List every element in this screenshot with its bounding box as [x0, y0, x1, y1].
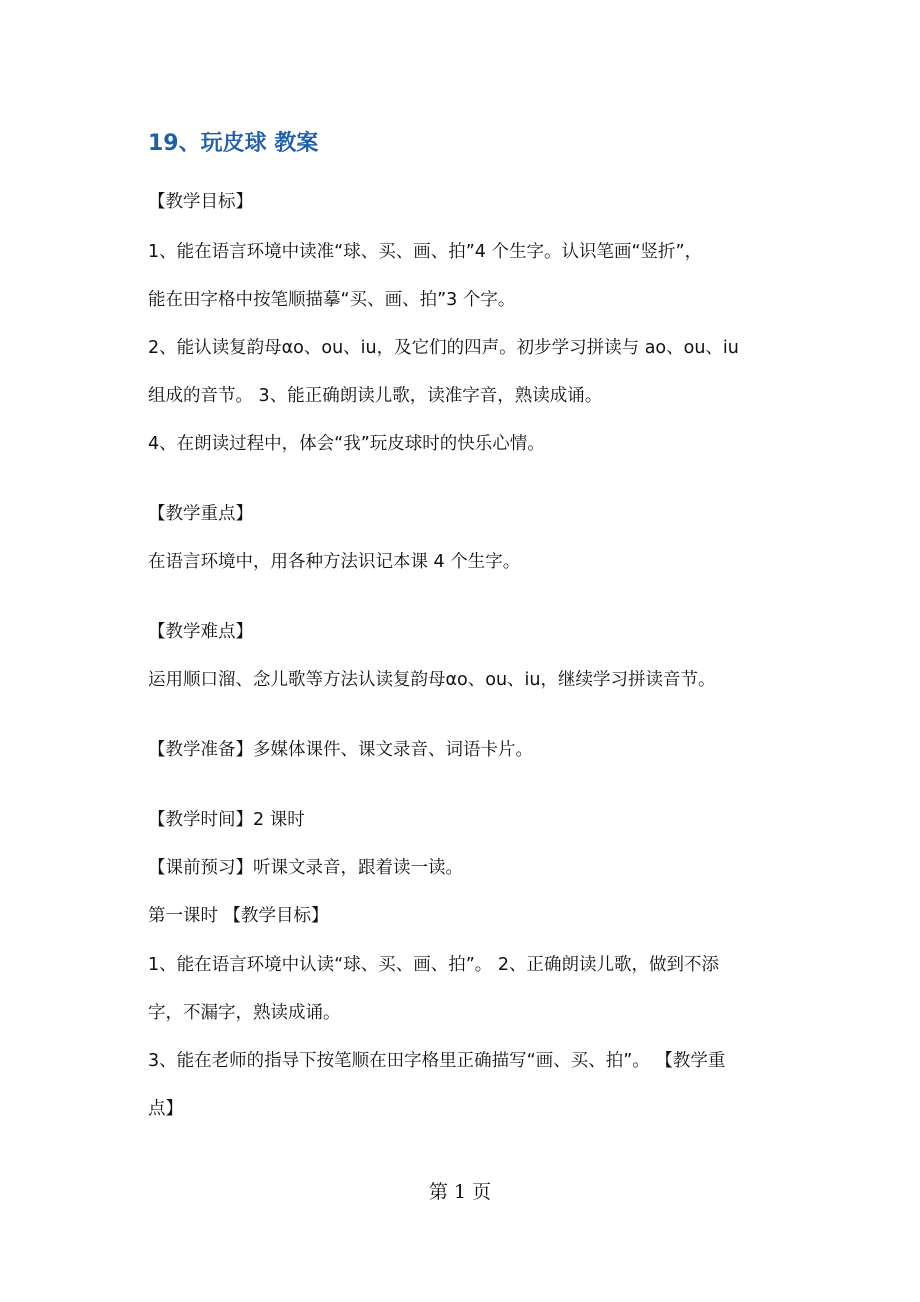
page-number: 第 1 页 — [428, 1181, 492, 1203]
section-preparation: 【教学准备】多媒体课件、课文录音、词语卡片。 — [148, 740, 533, 760]
section-heading-objectives: 【教学目标】 — [148, 192, 253, 212]
section-preview: 【课前预习】听课文录音，跟着读一读。 — [148, 858, 463, 878]
paragraph-line: 在语言环境中，用各种方法识记本课 4 个生字。 — [148, 552, 521, 572]
paragraph-line: 能在田字格中按笔顺描摹“买、画、拍”3 个字。 — [148, 290, 516, 310]
paragraph-line: 运用顺口溜、念儿歌等方法认读复韵母αo、ou、iu，继续学习拼读音节。 — [148, 670, 716, 690]
section-heading-key-points: 【教学重点】 — [148, 504, 253, 524]
paragraph-line: 3、能在老师的指导下按笔顺在田字格里正确描写“画、买、拍”。 【教学重 — [148, 1051, 726, 1071]
section-teaching-time: 【教学时间】2 课时 — [148, 810, 305, 830]
paragraph-line: 1、能在语言环境中读准“球、买、画、拍”4 个生字。认识笔画“竖折”， — [148, 242, 703, 262]
paragraph-line: 2、能认读复韵母αo、ou、iu，及它们的四声。初步学习拼读与 ao、ou、iu — [148, 338, 739, 358]
paragraph-line: 字，不漏字，熟读成诵。 — [148, 1003, 341, 1023]
paragraph-line: 点】 — [148, 1099, 183, 1119]
paragraph-line: 组成的音节。 3、能正确朗读儿歌，读准字音，熟读成诵。 — [148, 386, 603, 406]
document-title: 19、玩皮球 教案 — [148, 131, 319, 156]
paragraph-line: 4、在朗读过程中，体会“我”玩皮球时的快乐心情。 — [148, 434, 545, 454]
section-heading-difficulties: 【教学难点】 — [148, 622, 253, 642]
section-first-lesson: 第一课时 【教学目标】 — [148, 906, 329, 926]
paragraph-line: 1、能在语言环境中认读“球、买、画、拍”。 2、正确朗读儿歌，做到不添 — [148, 955, 719, 975]
